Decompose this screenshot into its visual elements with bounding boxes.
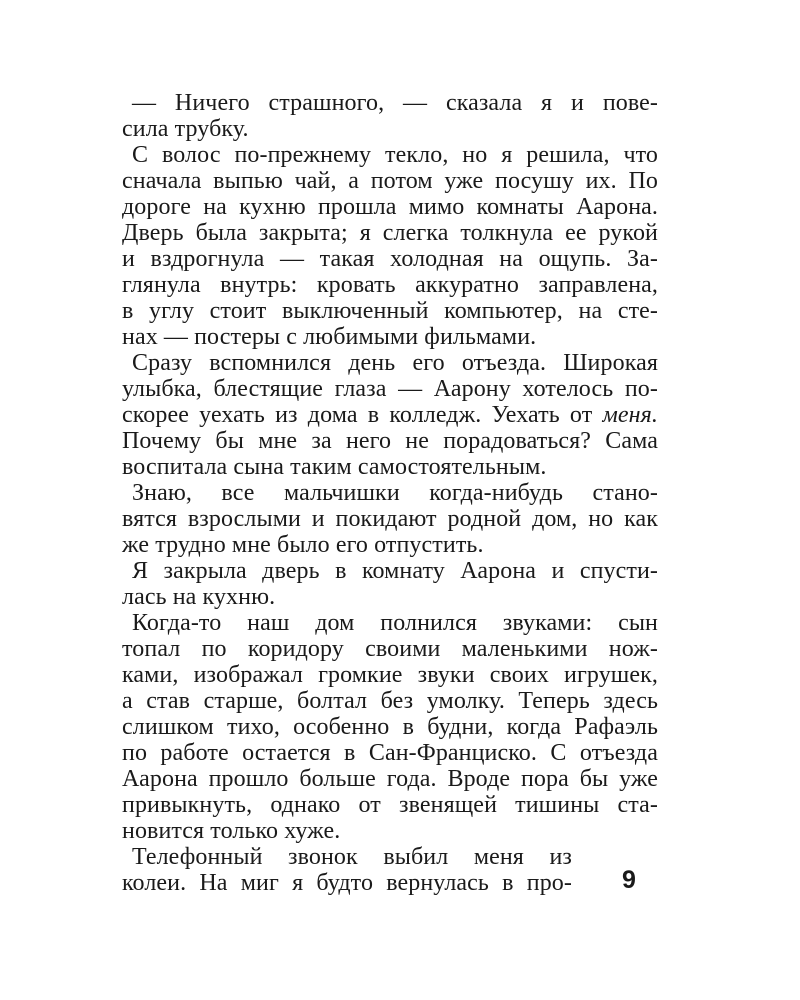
text-line: сила трубку. (122, 116, 249, 142)
text-line: глянула внутрь: кровать аккуратно заправлена, (122, 272, 658, 298)
paragraph-6 (122, 610, 658, 844)
text-line: Почему бы мне за него не порадоваться? Сама (122, 428, 658, 454)
text-line: привыкнуть, однако от звенящей тишины ста- (122, 792, 658, 818)
text-line: Дверь была закрыта; я слегка толкнула ее рукой (122, 220, 658, 246)
text-line: Когда-то наш дом полнился звуками: сын (132, 610, 658, 636)
text-line: вятся взрослыми и покидают родной дом, но как (122, 506, 658, 532)
text-line: же трудно мне было его отпустить. (122, 532, 484, 558)
text-line: Телефонный звонок выбил меня из (132, 844, 572, 870)
text-line: по работе остается в Сан-Франциско. С отъезда (122, 740, 658, 766)
text-fragment: скорее уехать из дома в колледж. Уехать от (122, 402, 603, 428)
page-number: 9 (622, 866, 636, 894)
paragraph-1 (122, 90, 658, 142)
text-line: новится только хуже. (122, 818, 341, 844)
text-line: а став старше, болтал без умолку. Теперь здесь (122, 688, 658, 714)
text-line: — Ничего страшного, — сказала я и пове- (132, 90, 658, 116)
emphasized-word: меня. (602, 402, 658, 428)
book-page-text (122, 90, 658, 896)
text-line: топал по коридору своими маленькими нож- (122, 636, 658, 662)
text-line: лась на кухню. (122, 584, 276, 610)
text-line: дороге на кухню прошла мимо комнаты Аарона. (122, 194, 658, 220)
text-line (122, 402, 658, 428)
text-line: улыбка, блестящие глаза — Аарону хотелось по- (122, 376, 658, 402)
paragraph-2 (122, 142, 658, 350)
text-line: Я закрыла дверь в комнату Аарона и спусти- (132, 558, 658, 584)
text-line: колеи. На миг я будто вернулась в про- (122, 870, 572, 896)
text-line: Аарона прошло больше года. Вроде пора бы уже (122, 766, 658, 792)
text-line: в углу стоит выключенный компьютер, на сте- (122, 298, 658, 324)
text-line: ками, изображал громкие звуки своих игрушек, (122, 662, 658, 688)
text-line: Сразу вспомнился день его отъезда. Широкая (132, 350, 658, 376)
text-line: Знаю, все мальчишки когда-нибудь стано- (132, 480, 658, 506)
text-line: слишком тихо, особенно в будни, когда Рафаэль (122, 714, 658, 740)
text-line: воспитала сына таким самостоятельным. (122, 454, 547, 480)
paragraph-5 (122, 558, 658, 610)
text-line: и вздрогнула — такая холодная на ощупь. За- (122, 246, 658, 272)
paragraph-4 (122, 480, 658, 558)
paragraph-3 (122, 350, 658, 480)
text-line: нах — постеры с любимыми фильмами. (122, 324, 537, 350)
text-line: сначала выпью чай, а потом уже посушу их. По (122, 168, 658, 194)
paragraph-7 (122, 844, 572, 896)
text-line: С волос по-прежнему текло, но я решила, что (132, 142, 658, 168)
